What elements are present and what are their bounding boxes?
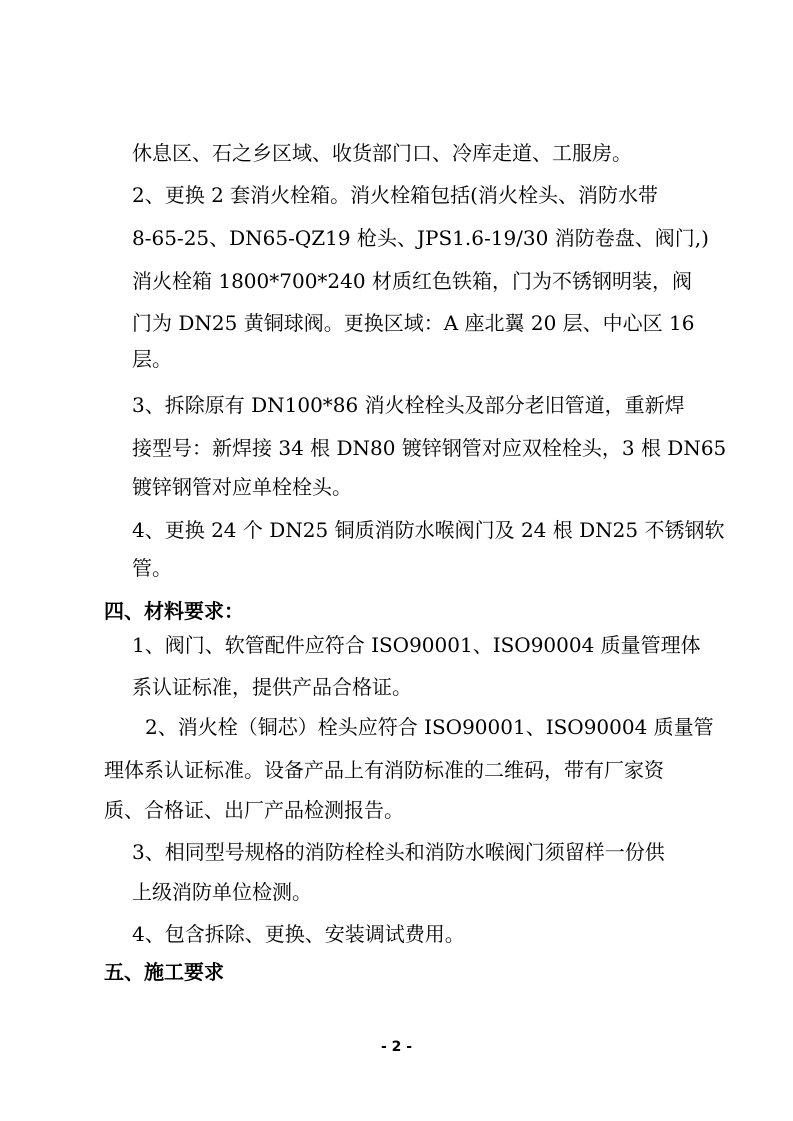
materials-item-3-line-1: 3、相同型号规格的消防栓栓头和消防水喉阀门须留样一份供 xyxy=(132,840,665,864)
materials-item-1-line-1: 1、阀门、软管配件应符合 ISO90001、ISO90004 质量管理体 xyxy=(132,633,701,657)
list-item-4-line-2: 管。 xyxy=(132,556,172,580)
materials-item-3-line-2: 上级消防单位检测。 xyxy=(132,880,312,904)
materials-item-4-line-1: 4、包含拆除、更换、安装调试费用。 xyxy=(132,922,465,946)
list-item-3-line-2: 接型号：新焊接 34 根 DN80 镀锌钢管对应双栓栓头，3 根 DN65 xyxy=(132,436,727,460)
list-item-3-line-3: 镀锌钢管对应单栓栓头。 xyxy=(132,475,352,499)
section-heading-materials: 四、材料要求： xyxy=(104,599,244,623)
materials-item-2-line-3: 质、合格证、出厂产品检测报告。 xyxy=(104,798,404,822)
list-item-2-line-4: 门为 DN25 黄铜球阀。更换区域：A 座北翼 20 层、中心区 16 xyxy=(132,311,695,335)
body-text-line: 休息区、石之乡区域、收货部门口、冷库走道、工服房。 xyxy=(132,141,632,165)
list-item-4-line-1: 4、更换 24 个 DN25 铜质消防水喉阀门及 24 根 DN25 不锈钢软 xyxy=(132,518,725,542)
list-item-3-line-1: 3、拆除原有 DN100*86 消火栓栓头及部分老旧管道，重新焊 xyxy=(132,393,685,417)
page-number: - 2 - xyxy=(380,1039,413,1055)
section-heading-construction: 五、施工要求 xyxy=(104,960,224,984)
list-item-2-line-2: 8-65-25、DN65-QZ19 枪头、JPS1.6-19/30 消防卷盘、阀门,) xyxy=(132,226,709,250)
materials-item-2-line-2: 理体系认证标准。设备产品上有消防标准的二维码，带有厂家资 xyxy=(104,758,664,782)
list-item-2-line-3: 消火栓箱 1800*700*240 材质红色铁箱，门为不锈钢明装，阀 xyxy=(132,269,692,293)
list-item-2-line-5: 层。 xyxy=(132,347,172,371)
materials-item-2-line-1: 2、消火栓（铜芯）栓头应符合 ISO90001、ISO90004 质量管 xyxy=(145,715,714,739)
materials-item-1-line-2: 系认证标准，提供产品合格证。 xyxy=(132,675,412,699)
list-item-2-line-1: 2、更换 2 套消火栓箱。消火栓箱包括(消火栓头、消防水带 xyxy=(132,183,658,207)
